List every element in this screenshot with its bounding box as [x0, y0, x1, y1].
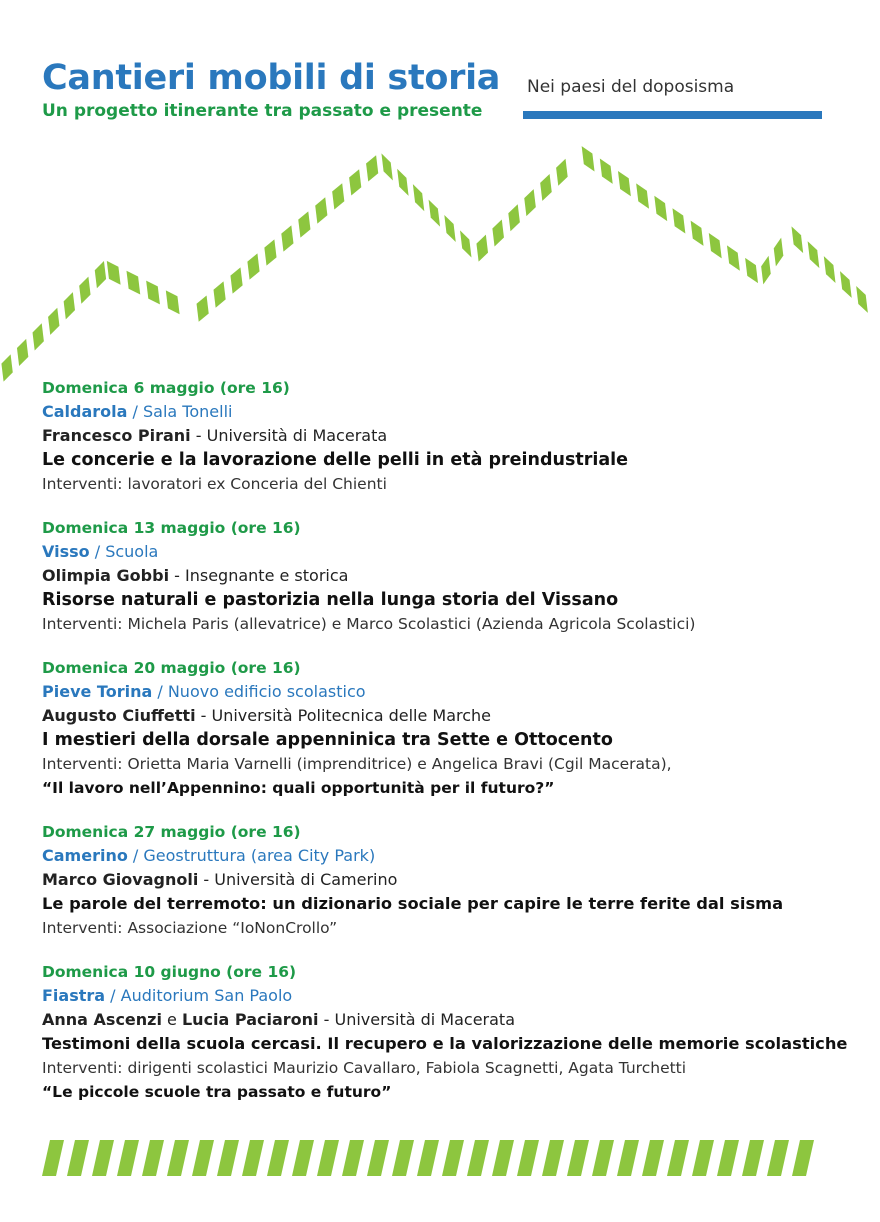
tagline: Nei paesi del doposisma	[527, 77, 735, 97]
event-venue: Geostruttura (area City Park)	[143, 846, 376, 865]
speaker-name: Francesco Pirani	[42, 426, 191, 445]
mountain-stripe-segment	[761, 256, 771, 285]
event-town: Caldarola	[42, 402, 128, 421]
event-location	[42, 680, 862, 704]
bottom-stripe-segment	[267, 1140, 289, 1176]
bottom-stripe-segment	[517, 1140, 539, 1176]
mountain-stripe-segment	[727, 245, 740, 270]
bottom-stripe-segment	[392, 1140, 414, 1176]
mountain-stripe-segment	[691, 221, 704, 246]
event-venue: Auditorium San Paolo	[120, 986, 293, 1005]
bottom-stripe-segment	[292, 1140, 314, 1176]
mountain-stripe-segment	[33, 323, 44, 350]
speaker-name-2: Lucia Paciaroni	[181, 1010, 319, 1029]
speaker-affiliation: - Insegnante e storica	[169, 566, 349, 585]
mountain-stripe-segment	[460, 230, 471, 257]
mountain-stripe-segment	[413, 184, 424, 211]
bottom-stripe-segment	[117, 1140, 139, 1176]
event-date: Domenica 6 maggio (ore 16)	[42, 379, 290, 397]
bottom-stripe-segment	[567, 1140, 589, 1176]
mountain-stripe-segment	[146, 281, 160, 305]
mountain-stripe-segment	[298, 211, 310, 237]
bottom-stripe-segment	[767, 1140, 789, 1176]
mountain-stripe-segment	[791, 226, 803, 253]
speaker-name: Olimpia Gobbi	[42, 566, 170, 585]
event-date: Domenica 20 maggio (ore 16)	[42, 659, 301, 677]
event-interventions: Interventi: Associazione “IoNonCrollo”	[42, 919, 338, 937]
talk-title: Le concerie e la lavorazione delle pelli in età preindustriale	[42, 450, 629, 470]
event-interventions: Interventi: lavoratori ex Conceria del Chienti	[42, 475, 387, 493]
mountain-stripe-segment	[808, 241, 820, 268]
event-venue: Sala Tonelli	[143, 402, 233, 421]
bottom-stripe-segment	[317, 1140, 339, 1176]
bottom-stripe-segment	[617, 1140, 639, 1176]
talk-title: Testimoni della scuola cercasi. Il recupero e la valorizzazione delle memorie scolastiche	[42, 1034, 848, 1053]
bottom-stripe-segment	[492, 1140, 514, 1176]
bottom-stripe-segment	[467, 1140, 489, 1176]
event-town: Visso	[42, 542, 90, 561]
mountain-stripe-segment	[582, 146, 595, 171]
event-item	[42, 960, 862, 1104]
mountain-stripe-segment	[213, 281, 225, 307]
page-subtitle: Un progetto itinerante tra passato e presente	[42, 101, 483, 121]
mountain-stripe-segment	[636, 183, 649, 208]
mountain-stripe-segment	[247, 253, 259, 279]
mountain-stripe-segment	[230, 267, 242, 293]
event-quote: “Le piccole scuole tra passato e futuro”	[42, 1083, 392, 1101]
event-item	[42, 516, 862, 636]
mountain-stripe-segment	[79, 277, 90, 304]
mountain-stripe-segment	[349, 169, 361, 195]
event-location	[42, 540, 862, 564]
bottom-stripe-segment	[367, 1140, 389, 1176]
location-separator: /	[127, 846, 144, 865]
event-date: Domenica 13 maggio (ore 16)	[42, 519, 301, 537]
bottom-stripe-segment	[67, 1140, 89, 1176]
bottom-stripe-segment	[792, 1140, 814, 1176]
mountain-stripe-segment	[840, 271, 852, 298]
mountain-stripe-segment	[64, 292, 75, 319]
mountain-stripe-segment	[856, 286, 868, 313]
speaker-name: Augusto Ciuffetti	[42, 706, 196, 725]
mountain-stripe-segment	[126, 271, 140, 295]
event-item	[42, 820, 862, 940]
mountain-stripe-segment	[540, 174, 552, 201]
bottom-stripe-segment	[192, 1140, 214, 1176]
speaker-name: Marco Giovagnoli	[42, 870, 199, 889]
talk-title: Le parole del terremoto: un dizionario sociale per capire le terre ferite dal sisma	[42, 894, 784, 913]
mountain-stripe-segment	[476, 235, 488, 262]
event-list	[42, 376, 862, 1124]
mountain-stripe-segment	[774, 238, 784, 267]
event-speaker	[42, 564, 862, 588]
bottom-stripe-graphic	[42, 1140, 814, 1176]
bottom-stripe-segment	[667, 1140, 689, 1176]
tagline-underline	[523, 111, 822, 119]
event-town: Pieve Torina	[42, 682, 153, 701]
mountain-stripe-segment	[366, 155, 378, 181]
speaker-affiliation: - Università di Macerata	[318, 1010, 516, 1029]
bottom-stripe-segment	[342, 1140, 364, 1176]
mountain-stripe-segment	[95, 261, 106, 288]
bottom-stripe-segment	[592, 1140, 614, 1176]
location-separator: /	[105, 986, 121, 1005]
event-interventions: Interventi: Michela Paris (allevatrice) e Marco Scolastici (Azienda Agricola Scolastici)	[42, 615, 696, 633]
mountain-stripe-segment	[166, 290, 180, 314]
mountain-stripe-segment	[281, 225, 293, 251]
talk-title: Risorse naturali e pastorizia nella lunga storia del Vissano	[42, 590, 619, 610]
mountain-stripe-segment	[556, 159, 568, 186]
mountain-stripe-segment	[315, 197, 327, 223]
mountain-stripe-segment	[48, 308, 59, 335]
speaker-name: Anna Ascenzi	[42, 1010, 162, 1029]
event-date: Domenica 10 giugno (ore 16)	[42, 963, 297, 981]
event-location	[42, 984, 862, 1008]
event-quote: “Il lavoro nell’Appennino: quali opportunità per il futuro?”	[42, 779, 555, 797]
mountain-stripe-segment	[264, 239, 276, 265]
mountain-stripe-segment	[824, 256, 836, 283]
event-date: Domenica 27 maggio (ore 16)	[42, 823, 301, 841]
speaker-affiliation: - Università di Camerino	[198, 870, 398, 889]
mountain-stripe-segment	[444, 215, 455, 242]
mountain-stripe-segment	[709, 233, 722, 258]
event-town: Fiastra	[42, 986, 106, 1005]
event-speaker	[42, 424, 862, 448]
bottom-stripe-segment	[242, 1140, 264, 1176]
talk-title: I mestieri della dorsale appenninica tra Sette e Ottocento	[42, 730, 613, 750]
mountain-stripe-segment	[672, 208, 685, 233]
bottom-stripe-segment	[442, 1140, 464, 1176]
event-item	[42, 376, 862, 496]
event-speaker	[42, 1008, 862, 1032]
event-venue: Nuovo edificio scolastico	[167, 682, 366, 701]
event-location	[42, 844, 862, 868]
speaker-affiliation: - Università Politecnica delle Marche	[195, 706, 492, 725]
mountain-stripe-segment	[600, 159, 613, 184]
event-interventions: Interventi: dirigenti scolastici Maurizio Cavallaro, Fabiola Scagnetti, Agata Turchetti	[42, 1059, 687, 1077]
event-venue: Scuola	[105, 542, 159, 561]
bottom-stripe-segment	[692, 1140, 714, 1176]
event-speaker	[42, 704, 862, 728]
mountain-stripe-segment	[1, 354, 12, 381]
bottom-stripe-segment	[217, 1140, 239, 1176]
bottom-stripe-segment	[642, 1140, 664, 1176]
bottom-stripe-segment	[92, 1140, 114, 1176]
event-town: Camerino	[42, 846, 128, 865]
location-separator: /	[152, 682, 168, 701]
mountain-stripe-segment	[429, 200, 440, 227]
mountain-stripe-segment	[618, 171, 631, 196]
mountain-stripe-segment	[492, 219, 504, 246]
speaker-affiliation: - Università di Macerata	[190, 426, 388, 445]
mountain-stripe-segment	[397, 169, 408, 196]
bottom-stripe-segment	[42, 1140, 64, 1176]
mountain-stripe-segment	[197, 295, 209, 321]
mountain-stripe-segment	[508, 204, 520, 231]
mountain-stripe-graphic	[0, 140, 880, 390]
event-speaker	[42, 868, 862, 892]
mountain-stripe-segment	[332, 183, 344, 209]
mountain-stripe-segment	[654, 196, 667, 221]
event-location	[42, 400, 862, 424]
speaker-joiner: e	[161, 1010, 182, 1029]
event-interventions: Interventi: Orietta Maria Varnelli (imprenditrice) e Angelica Bravi (Cgil Macerata),	[42, 755, 672, 773]
location-separator: /	[127, 402, 143, 421]
bottom-stripe-segment	[142, 1140, 164, 1176]
mountain-stripe-segment	[17, 339, 28, 366]
bottom-stripe-segment	[417, 1140, 439, 1176]
mountain-stripe-segment	[524, 189, 536, 216]
bottom-stripe-segment	[717, 1140, 739, 1176]
mountain-stripe-segment	[107, 261, 121, 285]
bottom-stripe-segment	[542, 1140, 564, 1176]
location-separator: /	[89, 542, 106, 561]
mountain-stripe-segment	[381, 153, 392, 180]
event-item	[42, 656, 862, 800]
bottom-stripe-segment	[167, 1140, 189, 1176]
bottom-stripe-segment	[742, 1140, 764, 1176]
page-title: Cantieri mobili di storia	[42, 58, 501, 98]
mountain-stripe-segment	[745, 258, 758, 283]
